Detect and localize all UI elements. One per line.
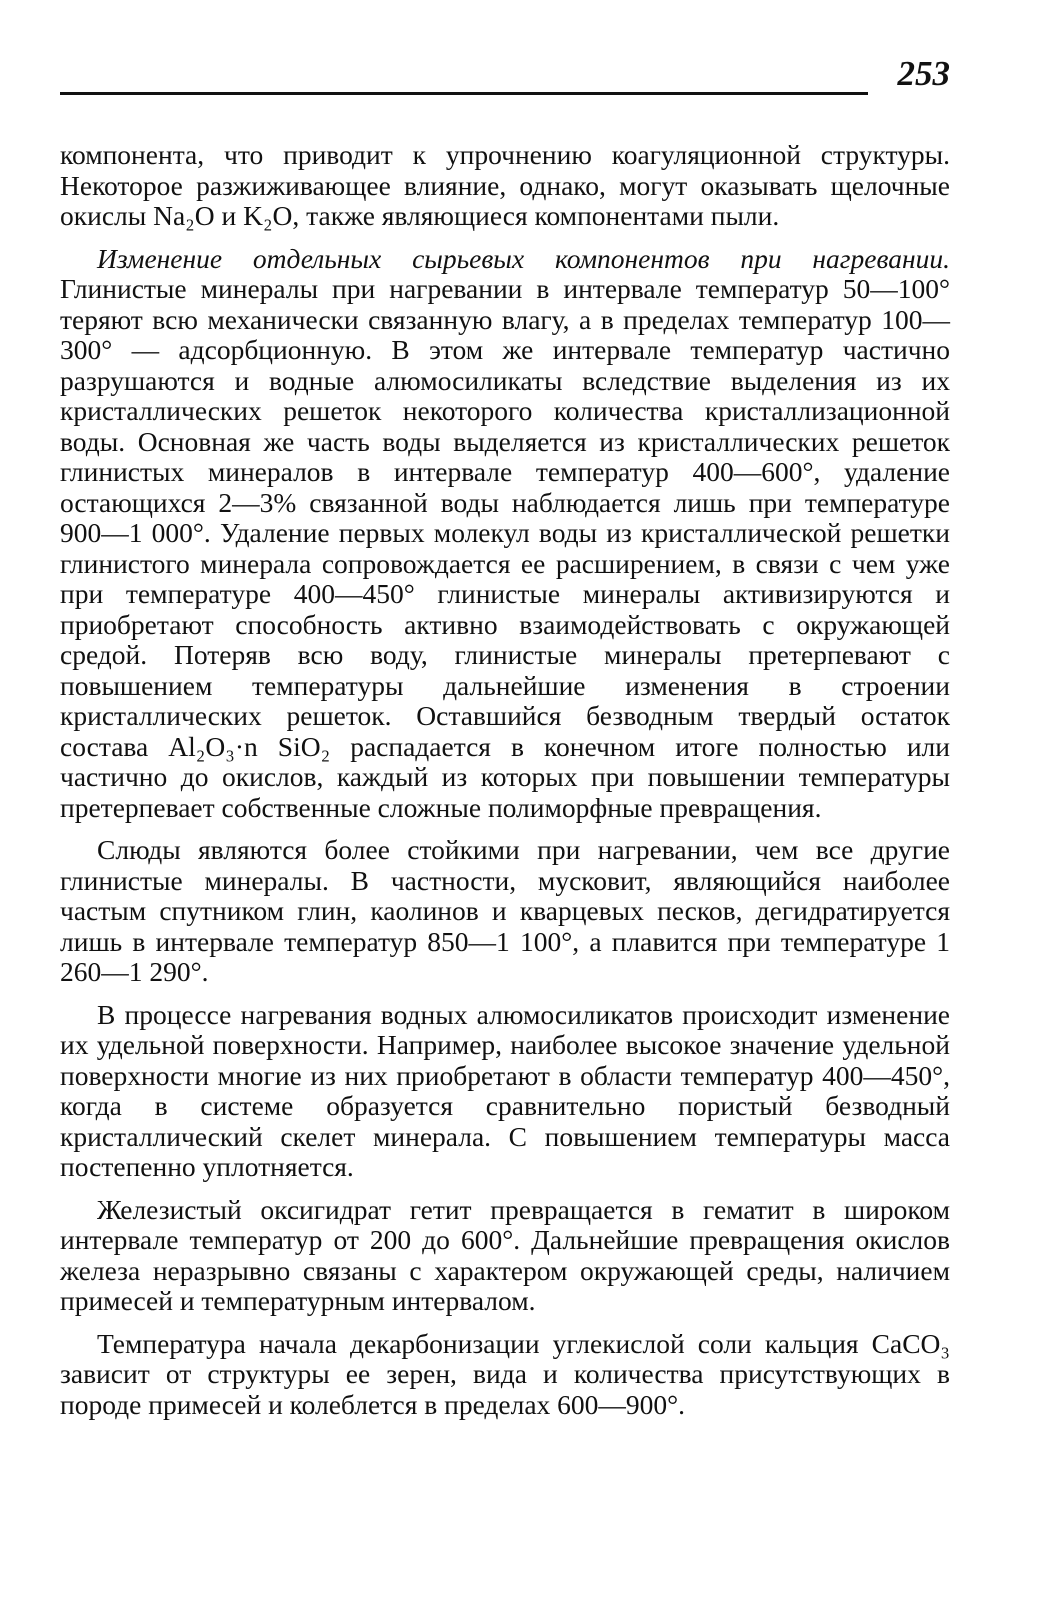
paragraph-5 — [60, 1195, 950, 1317]
paragraph-1 — [60, 140, 950, 232]
paragraph-6-text: Температура начала декарбонизации углекислой соли кальция CaCO₃ зависит от структуры ее зерен, вида и количества присутствующих в породе примесей и колеблется в пределах 600—900°. — [60, 1327, 950, 1420]
header-rule — [60, 92, 868, 95]
paragraph-3 — [60, 835, 950, 988]
paragraph-4-text: В процессе нагревания водных алюмосиликатов происходит изменение их удельной поверхности. Например, наиболее высокое значение удельной поверхности многие из них приобретают в области температур 400—450°, когда в системе образуется сравнительно пористый безводный кристаллический скелет минерала. С повышением температуры масса постепенно уплотняется. — [60, 998, 950, 1182]
paragraph-2 — [60, 244, 950, 824]
paragraph-2-text: Глинистые минералы при нагревании в интервале температур 50—100° теряют всю механически связанную влагу, а в пределах температур 100—300° — адсорбционную. В этом же интервале температур частично разрушаются и водные алюмосиликаты вследствие выделения из их кристаллических решеток некоторого количества кристаллизационной воды. Основная же часть воды выделяется из кристаллических решеток глинистых минералов в интервале температур 400—600°, удаление остающихся 2—3% связанной воды наблюдается лишь при температуре 900—1 000°. Удаление первых молекул воды из кристаллической решетки глинистого минерала сопровождается ее расширением, в связи с чем уже при температуре 400—450° глинистые минералы активизируются и приобретают способность активно взаимодействовать с окружающей средой. Потеряв всю воду, глинистые минералы претерпевают с повышением температуры дальнейшие изменения в строении кристаллических решеток. Оставшийся безводным твердый остаток состава Al₂O₃·n SiO₂ распадается в конечном итоге полностью или частично до окислов, каждый из которых при повышении температуры претерпевает собственные сложные полиморфные превращения. — [60, 273, 950, 823]
paragraph-3-text: Слюды являются более стойкими при нагревании, чем все другие глинистые минералы. В частности, мусковит, являющийся наиболее частым спутником глин, каолинов и кварцевых песков, дегидратируется лишь в интервале температур 850—1 100°, а плавится при температуре 1 260—1 290°. — [60, 834, 950, 987]
paragraph-4 — [60, 1000, 950, 1183]
paragraph-5-text: Железистый оксигидрат гетит превращается в гематит в широком интервале температур от 200 до 600°. Дальнейшие превращения окислов железа неразрывно связаны с характером окружающей среды, наличием примесей и температурным интервалом. — [60, 1193, 950, 1316]
body-text — [60, 140, 950, 1420]
paragraph-6 — [60, 1329, 950, 1421]
page-header — [60, 52, 950, 100]
paragraph-1-text: компонента, что приводит к упрочнению коагуляционной структуры. Некоторое разжиживающее влияние, однако, могут оказывать щелочные окислы Na₂O и K₂O, также являющиеся компонентами пыли. — [60, 139, 950, 231]
section-heading-italic: Изменение отдельных сырьевых компонентов при нагревании. — [97, 242, 950, 274]
page-number: 253 — [897, 54, 950, 93]
